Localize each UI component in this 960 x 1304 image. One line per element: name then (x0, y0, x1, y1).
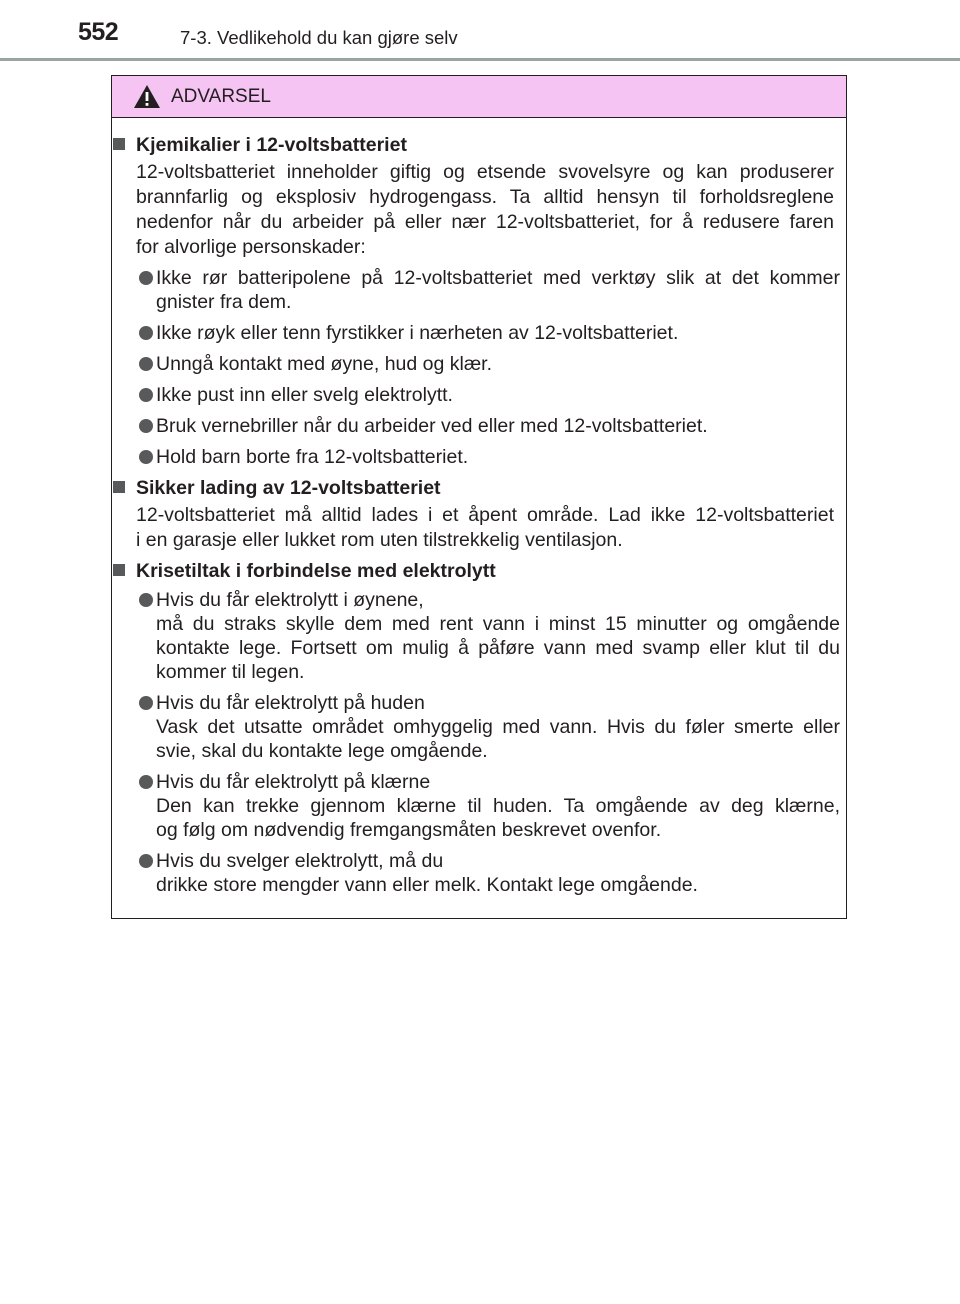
bullet-line: Bruk vernebriller når du arbeider ved eller med 12-voltsbatteriet. (156, 415, 708, 437)
bullet-icon (139, 854, 153, 868)
bullet-line: Unngå kontakt med øyne, hud og klær. (156, 353, 493, 375)
bullet-line: Hvis du får elektrolytt på huden (156, 692, 425, 714)
warning-box (111, 75, 847, 919)
paragraph-line: 12-voltsbatteriet inneholder giftig og etsende svovelsyre og kan produserer (136, 161, 834, 183)
bullet-icon (139, 357, 153, 371)
bullet-icon (139, 271, 153, 285)
bullet-line: kommer til legen. (156, 661, 305, 683)
bullet-icon (139, 593, 153, 607)
bullet-line: kontakte lege. Fortsett om mulig å påføre vann med svamp eller klut til du (156, 637, 840, 659)
bullet-icon (139, 775, 153, 789)
section-marker (113, 138, 125, 150)
bullet-line: Hold barn borte fra 12-voltsbatteriet. (156, 446, 469, 468)
bullet-line: Vask det utsatte området omhyggelig med vann. Hvis du føler smerte eller (156, 716, 840, 738)
paragraph-line: 12-voltsbatteriet må alltid lades i et åpent område. Lad ikke 12-voltsbatteriet (136, 504, 834, 526)
section-marker (113, 481, 125, 493)
header-rule (0, 58, 960, 61)
paragraph-line: brannfarlig og eksplosiv hydrogengass. Ta alltid hensyn til forholdsreglene (136, 186, 834, 208)
section-marker (113, 564, 125, 576)
paragraph-line: for alvorlige personskader: (136, 236, 366, 258)
bullet-line: Ikke rør batteripolene på 12-voltsbatteriet med verktøy slik at det kommer (156, 267, 840, 289)
bullet-line: svie, skal du kontakte lege omgående. (156, 740, 488, 762)
section-title: 7-3. Vedlikehold du kan gjøre selv (180, 27, 458, 48)
section-heading: Krisetiltak i forbindelse med elektrolytt (136, 560, 496, 582)
bullet-line: Ikke røyk eller tenn fyrstikker i nærheten av 12-voltsbatteriet. (156, 322, 679, 344)
bullet-line: må du straks skylle dem med rent vann i minst 15 minutter og omgående (156, 613, 840, 635)
page-header (0, 0, 960, 62)
bullet-icon (139, 326, 153, 340)
warning-header (112, 76, 846, 118)
bullet-line: Hvis du får elektrolytt i øynene, (156, 589, 424, 611)
section-heading: Kjemikalier i 12-voltsbatteriet (136, 134, 407, 156)
bullet-line: Hvis du svelger elektrolytt, må du (156, 850, 444, 872)
bullet-line: og følg om nødvendig fremgangsmåten beskrevet ovenfor. (156, 819, 662, 841)
bullet-icon (139, 388, 153, 402)
bullet-line: Ikke pust inn eller svelg elektrolytt. (156, 384, 453, 406)
paragraph-line: i en garasje eller lukket rom uten tilstrekkelig ventilasjon. (136, 529, 623, 551)
bullet-icon (139, 419, 153, 433)
warning-triangle-icon (133, 84, 161, 109)
bullet-icon (139, 696, 153, 710)
warning-title: ADVARSEL (171, 86, 271, 107)
section-heading: Sikker lading av 12-voltsbatteriet (136, 477, 441, 499)
bullet-line: Den kan trekke gjennom klærne til huden. Ta omgående av deg klærne, (156, 795, 840, 817)
bullet-icon (139, 450, 153, 464)
paragraph-line: nedenfor når du arbeider på eller nær 12-voltsbatteriet, for å redusere faren (136, 211, 834, 233)
bullet-line: Hvis du får elektrolytt på klærne (156, 771, 431, 793)
page-number: 552 (78, 18, 119, 46)
bullet-line: drikke store mengder vann eller melk. Kontakt lege omgående. (156, 874, 698, 896)
bullet-line: gnister fra dem. (156, 291, 292, 313)
